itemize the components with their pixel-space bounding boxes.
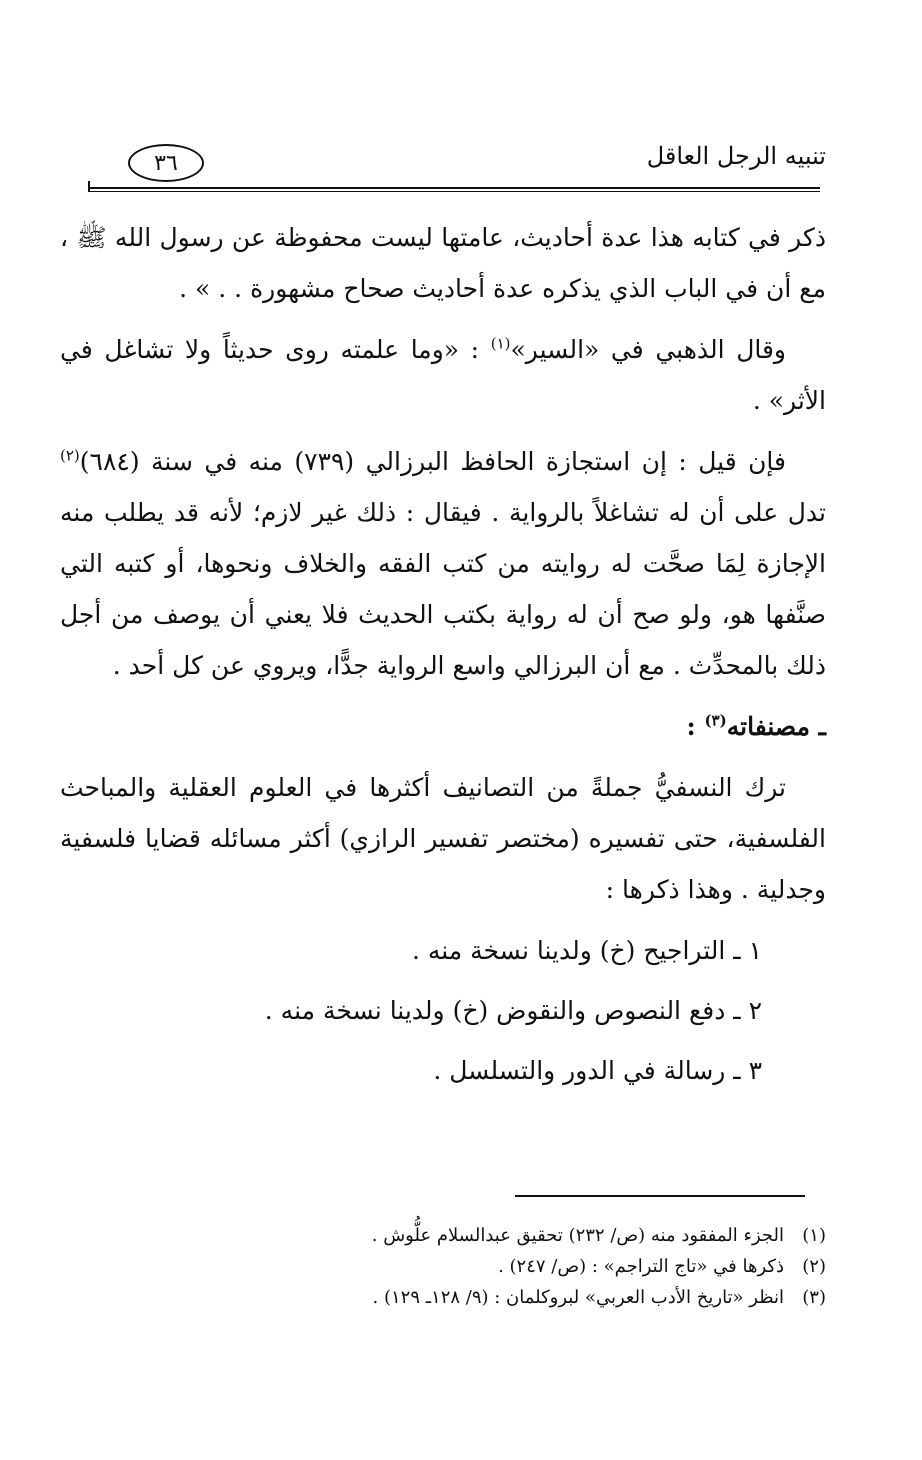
page-number: ٣٦: [128, 144, 204, 182]
list-item: ٢ ـ دفع النصوص والنقوض (خ) ولدينا نسخة منه .: [264, 996, 762, 1025]
list-item: ١ ـ التراجيح (خ) ولدينا نسخة منه .: [411, 936, 762, 965]
paragraph-4: ترك النسفيُّ جملةً من التصانيف أكثرها في العلوم العقلية والمباحث الفلسفية، حتى تفسيره (مختصر تفسير الرازي) أكثر مسائله قضايا فلسفية وجدلية . وهذا ذكرها :: [60, 773, 826, 904]
footnote-ref-3: (٣): [704, 711, 727, 730]
footnote-2: [186, 1251, 826, 1282]
footnote-text: ذكرها في «تاج التراجم» : (ص/ ٢٤٧) .: [498, 1256, 784, 1277]
list-item: ٣ ـ رسالة في الدور والتسلسل .: [433, 1056, 762, 1085]
paragraph-2-text-end: : «وما علمته روى حديثاً ولا تشاغل في الأثر» .: [60, 335, 826, 415]
footnote-1: [186, 1220, 826, 1251]
footnote-ref-1: (١): [490, 334, 511, 353]
section-heading-colon: :: [686, 712, 705, 741]
header-rule: [88, 187, 820, 192]
works-list: [60, 925, 826, 1096]
footnote-ref-2: (٢): [60, 446, 80, 465]
footnote-3: [186, 1282, 826, 1313]
footnote-separator: [515, 1195, 805, 1197]
paragraph-2-text-start: وقال الذهبي في «السير»: [510, 335, 786, 364]
paragraph-3-text-end: تدل على أن له تشاغلاً بالرواية . فيقال : ذلك غير لازم؛ لأنه قد يطلب منه الإجازة لِمَا صحَّت له روايته من كتب الفقه والخلاف ونحوها، أو كتبه التي صنَّفها هو، ولو صح أن له رواية بكتب الحديث فلا يعني أن يوصف من أجل ذلك بالمحدِّث . مع أن البرزالي واسع الرواية جدًّا، ويروي عن كل أحد .: [60, 498, 826, 680]
footnotes: [186, 1220, 826, 1313]
footnote-text: انظر «تاريخ الأدب العربي» لبروكلمان : (٩/ ١٢٨ـ ١٢٩) .: [372, 1287, 784, 1308]
paragraph-3-text-start: فإن قيل : إن استجازة الحافظ البرزالي (٧٣٩) منه في سنة (٦٨٤): [79, 447, 786, 476]
footnote-number: (٢): [802, 1256, 826, 1277]
main-text: [60, 212, 826, 1105]
footnote-number: (١): [802, 1225, 826, 1246]
running-header: [88, 142, 826, 186]
paragraph-2: [60, 324, 826, 426]
paragraph-3: [60, 436, 826, 691]
section-heading-text: ـ مصنفاته: [726, 712, 826, 741]
header-rule-tip: [88, 181, 90, 191]
section-heading: [60, 701, 826, 752]
header-title: تنبيه الرجل العاقل: [646, 142, 826, 170]
footnote-number: (٣): [802, 1287, 826, 1308]
footnote-text: الجزء المفقود منه (ص/ ٢٣٢) تحقيق عبدالسلام علُّوش .: [371, 1225, 784, 1246]
paragraph-1: ذكر في كتابه هذا عدة أحاديث، عامتها ليست محفوظة عن رسول الله ﷺ ، مع أن في الباب الذي يذكره عدة أحاديث صحاح مشهورة . . » .: [60, 223, 826, 303]
